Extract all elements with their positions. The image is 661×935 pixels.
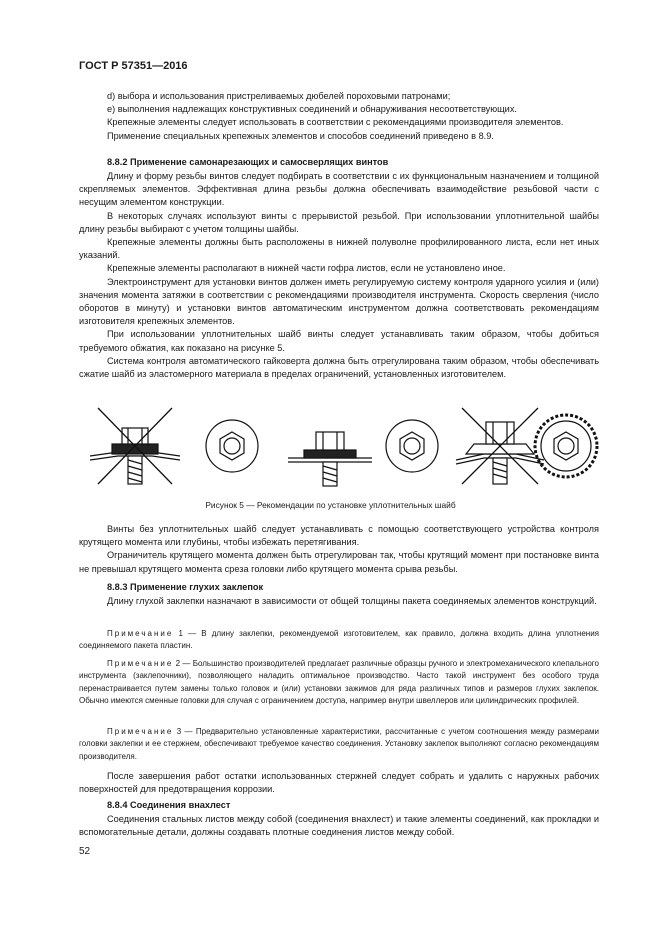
paragraph: Электроинструмент для установки винтов должен иметь регулируемую систему контроля ударного усилия и (или) значения момента затяжки в соответствии с рекомендациями производителя инструмента. Скорость сверления (число оборотов в минуту) и установки винтов автоматическим инструментом должна соответствовать рекомендациям изготовителя крепежных элементов. xyxy=(79,276,599,327)
list-item-e: e) выполнения надлежащих конструктивных соединений и обнаруживания несоответствующих. xyxy=(107,104,517,115)
page-number: 52 xyxy=(79,846,91,857)
paragraph: Ограничитель крутящего момента должен быть отрегулирован так, чтобы крутящий момент при постановке винта не превышал крутящего момента среза головки либо крутящего момента срыва резьбы. xyxy=(79,550,599,574)
section-title-8-8-3: 8.8.3 Применение глухих заклепок xyxy=(107,582,264,592)
note-number: 1 xyxy=(178,629,183,638)
washer-correct-side-view xyxy=(288,432,372,486)
washer-over-compressed-side-view xyxy=(90,408,180,484)
paragraph: После завершения работ остатки использованных стержней следует собрать и удалить с наружных рабочих поверхностей для предотвращения коррозии. xyxy=(79,771,599,795)
section-8-8-2-body xyxy=(79,170,599,381)
note-label: Примечание xyxy=(107,659,174,668)
note-3 xyxy=(79,726,599,763)
paragraph: Крепежные элементы располагают в нижней части гофра листов, если не установлено иное. xyxy=(107,263,506,274)
paragraph: Система контроля автоматического гайковерта должна быть отрегулирована таким образом, чтобы обеспечивать сжатие шайб из эластомерного материала в пределах ограничений, установленных изготовителем. xyxy=(79,355,599,380)
note-1 xyxy=(79,628,599,653)
paragraph: Крепежные элементы следует использовать в соответствии с рекомендациями производителя элементов. xyxy=(107,117,564,128)
intro-list xyxy=(79,90,599,143)
bolt-head-top-view xyxy=(386,420,438,472)
figure-5-washer-diagram xyxy=(90,398,570,490)
document-header: ГОСТ Р 57351—2016 xyxy=(79,60,188,72)
note-number: 2 xyxy=(175,659,181,668)
note-number: 3 xyxy=(176,727,182,736)
paragraph: Крепежные элементы должны быть расположены в нижней полуволне профилированного листа, если нет иных указаний. xyxy=(79,237,599,261)
paragraph: Винты без уплотнительных шайб следует устанавливать с помощью соответствующего устройства контроля крутящего момента или глубины, чтобы избежать перетягивания. xyxy=(79,524,599,548)
list-item-d: d) выбора и использования пристреливаемых дюбелей пороховыми патронами; xyxy=(107,91,451,101)
note-label: Примечание xyxy=(107,727,174,736)
paragraph: Длину глухой заклепки назначают в зависимости от общей толщины пакета соединяемых элементов конструкций. xyxy=(107,596,597,606)
note-text: — Большинство производителей предлагает различные образцы ручного и электромеханического клепального инструмента (заклепочники), позволяющего наладить оптимальное производство. Часто такой инструмент без особого труда перенастраивается путем замены только головок и (или) установки зажимов для ряда различных типов и размеров глухих заклепок. Обычно имеются сменные головки для случая с ограничением доступа, например внутри швеллеров или цилиндрических профилей. xyxy=(79,659,599,706)
bolt-head-top-view xyxy=(206,420,258,472)
note-2 xyxy=(79,658,599,708)
paragraph: Длину и форму резьбы винтов следует подбирать в соответствии с их функциональным назначением и толщиной скрепляемых элементов. Эффективная длина резьбы должна обеспечивать взаимодействие резьбовой части с несущим элементом конструкции. xyxy=(79,171,599,208)
figure-caption: Рисунок 5 — Рекомендации по установке уплотнительных шайб xyxy=(205,500,456,510)
paragraph: Применение специальных крепежных элементов и способов соединений приведено в 8.9. xyxy=(107,130,494,141)
section-title-8-8-2: 8.8.2 Применение самонарезающих и самосверлящих винтов xyxy=(107,157,389,167)
section-title-8-8-4: 8.8.4 Соединения внахлест xyxy=(107,800,231,810)
paragraph: При использовании уплотнительных шайб винты следует устанавливать таким образом, чтобы добиться требуемого обжатия, как показано на рисунке 5. xyxy=(79,329,599,353)
note-label: Примечание xyxy=(107,629,174,638)
washer-deformed-top-view xyxy=(531,410,601,482)
paragraph: Соединения стальных листов между собой (соединения внахлест) и такие элементы соединений, как прокладки и вспомогательные детали, должны создавать плотные соединения листов между собой. xyxy=(79,814,599,838)
paragraph: В некоторых случаях используют винты с прерывистой резьбой. При использовании уплотнительной шайбы длину резьбы выбирают с учетом толщины шайбы. xyxy=(79,210,599,234)
note-text: — Предварительно установленные характеристики, рассчитанные с учетом соотношения между размерами головки заклепки и ее стержнем, обеспечивают требуемое качество соединения. Установку заклепок выполняют согласно рекомендациям производителя. xyxy=(79,727,600,761)
paragraph-group xyxy=(79,523,599,576)
note-text: — В длину заклепки, рекомендуемой изготовителем, как правило, должна входить длина уплотнения соединяемого пакета пластин. xyxy=(79,629,599,651)
